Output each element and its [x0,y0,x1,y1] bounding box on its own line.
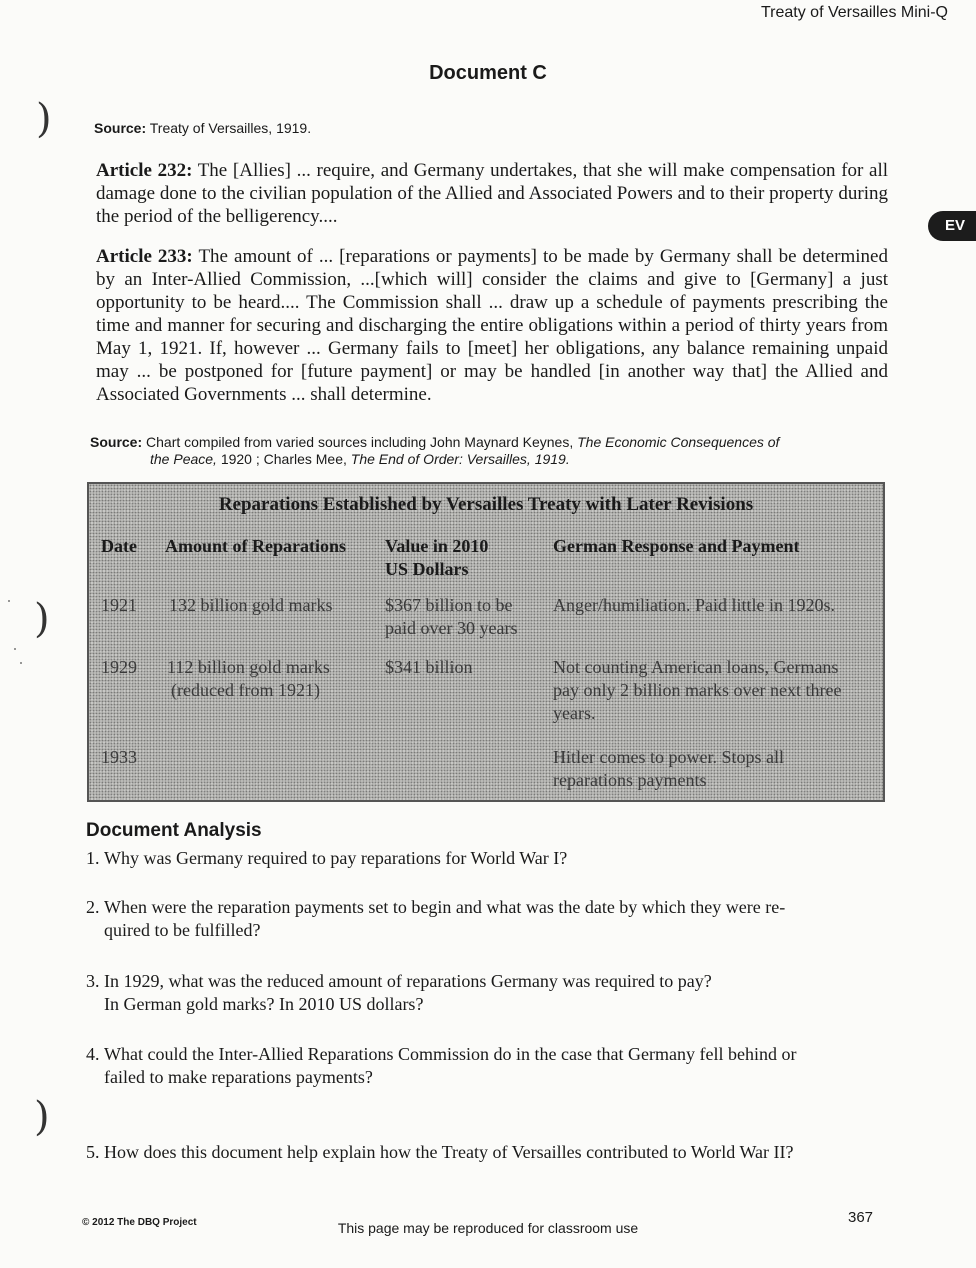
row-response-line: Hitler comes to power. Stops all [553,747,784,767]
row-response [553,746,784,792]
row-response-line: years. [553,703,596,723]
header-date: Date [101,536,137,556]
question-number: 4. [86,1044,100,1064]
row-date: 1921 [101,595,137,615]
article-label: Article 233: [96,246,193,267]
row-date: 1929 [101,657,137,677]
question-text: In 1929, what was the reduced amount of reparations Germany was required to pay? [104,971,712,991]
source-label: Source: [94,120,147,136]
header-response: German Response and Payment [553,536,800,556]
chart-source-text: 1920 ; Charles Mee, [216,451,351,467]
row-date: 1933 [101,747,137,767]
row-value [385,594,517,640]
question-text: failed to make reparations payments? [104,1067,373,1087]
row-response-line: pay only 2 billion marks over next three [553,680,842,700]
row-amount-line: 132 billion gold marks [169,595,333,615]
header-amount: Amount of Reparations [165,536,347,556]
article-233 [96,245,888,406]
question-text: In German gold marks? In 2010 US dollars? [104,994,424,1014]
binder-hole-mark: ) [34,596,50,642]
row-response [553,594,835,617]
question-5 [86,1141,876,1164]
document-title: Document C [429,62,547,84]
book-title: The End of Order: Versailles, 1919. [350,451,570,467]
document-source [94,120,311,136]
row-value-line: $341 billion [385,657,473,677]
header-value-line: US Dollars [385,559,469,579]
ev-side-tab: EV [928,211,976,241]
row-value-line: $367 billion to be [385,595,513,615]
question-number: 1. [86,848,100,868]
question-text: Why was Germany required to pay reparations for World War I? [104,848,568,868]
reparations-table [87,482,885,802]
scan-speck [14,648,16,650]
row-value [385,656,473,679]
page-number: 367 [848,1209,874,1226]
copyright: © 2012 The DBQ Project [82,1217,197,1228]
binder-hole-mark: ) [34,1094,50,1140]
book-title: The Economic Consequences of [577,434,780,450]
analysis-heading: Document Analysis [86,820,262,841]
header-value-line: Value in 2010 [385,536,489,556]
row-response [553,656,841,725]
question-number: 2. [86,897,100,917]
row-amount-line: (reduced from 1921) [171,680,320,700]
question-number: 5. [86,1142,100,1162]
header-value [385,535,488,581]
question-text: How does this document help explain how the Treaty of Versailles contributed to World War II? [104,1142,794,1162]
table-caption: Reparations Established by Versailles Treaty with Later Revisions [218,494,754,515]
row-response-line: reparations payments [553,770,707,790]
row-amount [167,656,330,702]
article-text: The [Allies] ... require, and Germany undertakes, that she will make compensation for all damage done to the civilian population of the Allied and Associated Powers and to their property during the period of the belligerency.... [96,160,888,227]
row-amount-line: 112 billion gold marks [167,657,330,677]
question-text: What could the Inter-Allied Reparations Commission do in the case that Germany fell behind or [104,1044,797,1064]
question-text: quired to be fulfilled? [104,920,261,940]
chart-source-label: Source: [90,434,143,450]
chart-source [90,434,850,468]
question-text: When were the reparation payments set to begin and what was the date by which they were re- [104,897,786,917]
article-label: Article 232: [96,160,193,181]
row-value-line: paid over 30 years [385,618,518,638]
question-1 [86,847,876,870]
reproduction-notice: This page may be reproduced for classroom use [337,1220,639,1236]
scan-speck [8,600,10,602]
article-232 [96,159,888,228]
row-response-line: Anger/humiliation. Paid little in 1920s. [553,595,835,615]
row-response-line: Not counting American loans, Germans [553,657,839,677]
question-2 [86,896,876,942]
chart-source-text: Chart compiled from varied sources including John Maynard Keynes, [142,434,578,450]
question-number: 3. [86,971,100,991]
binder-hole-mark: ) [36,96,52,142]
question-4 [86,1043,876,1089]
book-title: the Peace, [150,451,217,467]
scan-speck [20,662,22,664]
source-text: Treaty of Versailles, 1919. [146,120,312,136]
question-3 [86,970,876,1016]
running-header: Treaty of Versailles Mini-Q [760,4,948,21]
article-text: The amount of ... [reparations or payments] to be made by Germany shall be determined by an Inter-Allied Commission, ...[which will] consider the claims and give to [Germany] a just opportunity to be heard.... The Commission shall ... draw up a schedule of payments prescribing the time and manner for securing and discharging the entire obligations within a period of thirty years from May 1, 1921. If, however ... Germany fails to [meet] her obligations, any balance remaining unpaid may ... be postponed for [future payment] or may be handled [in another way that] the Allied and Associated Governments ... shall determine. [96,246,888,405]
row-amount [169,594,333,617]
